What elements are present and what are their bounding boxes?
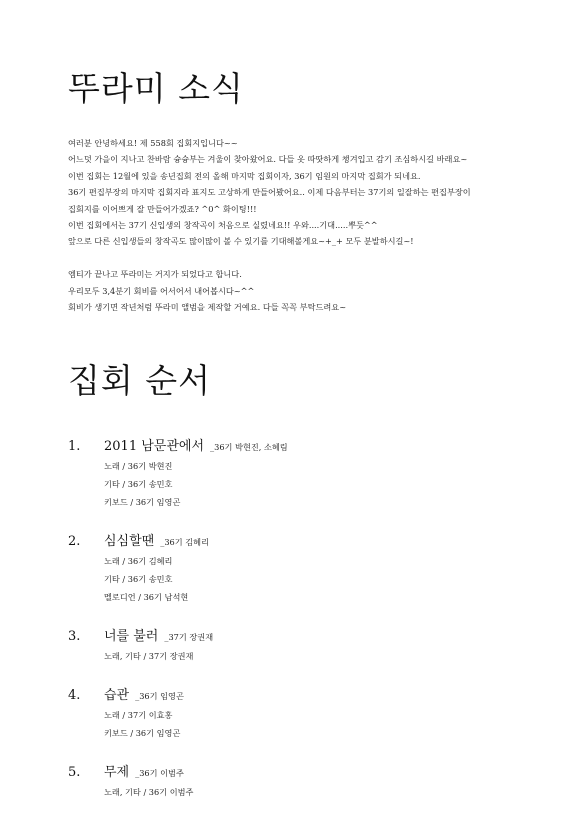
song-item <box>68 530 548 606</box>
order-heading: 집회 순서 <box>68 361 212 400</box>
performer-line: 기타 / 36기 송민호 <box>104 574 173 584</box>
song-item <box>68 761 548 801</box>
news-heading: 뚜라미 소식 <box>68 69 244 108</box>
news-line: 이번 집회에서는 37기 신입생의 창작곡이 처음으로 실렸네요!! 우와....기대.....뿌듯^^ <box>68 220 378 231</box>
performer-line: 키보드 / 36기 임영곤 <box>104 728 181 738</box>
performer-line: 노래 / 36기 박현진 <box>104 461 173 471</box>
song-number: 2. <box>68 534 81 549</box>
song-arranger: _36기 박현진, 소혜림 <box>210 442 288 452</box>
song-title: 너를 불러 <box>104 629 159 644</box>
song-arranger: _36기 이범주 <box>135 768 184 778</box>
news-line: 앞으로 다른 신입생들의 창작곡도 많이많이 볼 수 있기를 기대해볼게요~+_+ 모두 분발하시길~! <box>68 236 414 247</box>
performer-line: 멜로디언 / 36기 남석현 <box>104 592 189 602</box>
performer-line: 노래, 기타 / 36기 이범주 <box>104 787 194 797</box>
news-line: 어느덧 가을이 지나고 찬바람 슝슝부는 겨울이 찾아왔어요. 다들 옷 따땃하게 챙겨입고 감기 조심하시길 바래요~ <box>68 154 468 165</box>
song-title: 무제 <box>104 765 130 780</box>
news-line: 이번 집회는 12월에 있을 송년집회 전의 올해 마지막 집회이자, 36기 임원의 마지막 집회가 되네요. <box>68 170 421 181</box>
performer-line: 기타 / 36기 송민호 <box>104 479 173 489</box>
song-arranger: _36기 김혜리 <box>160 537 209 547</box>
news-line: 엠티가 끝나고 뚜라미는 거지가 되었다고 합니다. <box>68 269 242 280</box>
news-line: 회비가 생기면 작년처럼 뚜라미 앨범을 제작할 거예요. 다들 꼭꼭 부탁드려요~ <box>68 302 347 313</box>
paragraph-gap <box>68 250 538 266</box>
song-list <box>68 435 548 820</box>
song-number: 1. <box>68 439 81 454</box>
song-title: 2011 남문관에서 <box>104 439 205 454</box>
song-number: 5. <box>68 765 81 780</box>
song-number: 4. <box>68 688 81 703</box>
song-item <box>68 625 548 665</box>
news-line: 여러분 안녕하세요! 제 558회 집회지입니다~~ <box>68 138 238 148</box>
news-body <box>68 135 538 315</box>
song-number: 3. <box>68 629 81 644</box>
news-line: 우리모두 3,4분기 회비를 어서어서 내어봅시다~^^ <box>68 285 255 296</box>
song-item <box>68 684 548 742</box>
performer-line: 노래, 기타 / 37기 장권재 <box>104 651 194 661</box>
song-title: 심심할땐 <box>104 534 155 549</box>
song-item <box>68 435 548 511</box>
news-line: 집회지를 이어쁘게 잘 만들어가겠죠? ^0^ 화이팅!!! <box>68 203 257 214</box>
song-title: 습관 <box>104 688 130 703</box>
song-arranger: _37기 장권재 <box>164 632 214 642</box>
performer-line: 노래 / 36기 김혜리 <box>104 556 173 566</box>
performer-line: 노래 / 37기 이효홍 <box>104 710 173 720</box>
song-arranger: _36기 임영곤 <box>135 691 184 701</box>
news-line: 36기 편집부장의 마지막 집회지라 표지도 고상하게 만들어봤어요.. 이제 다음부터는 37기의 일잘하는 편집부장이 <box>68 187 471 198</box>
performer-line: 키보드 / 36기 임영곤 <box>104 497 181 507</box>
